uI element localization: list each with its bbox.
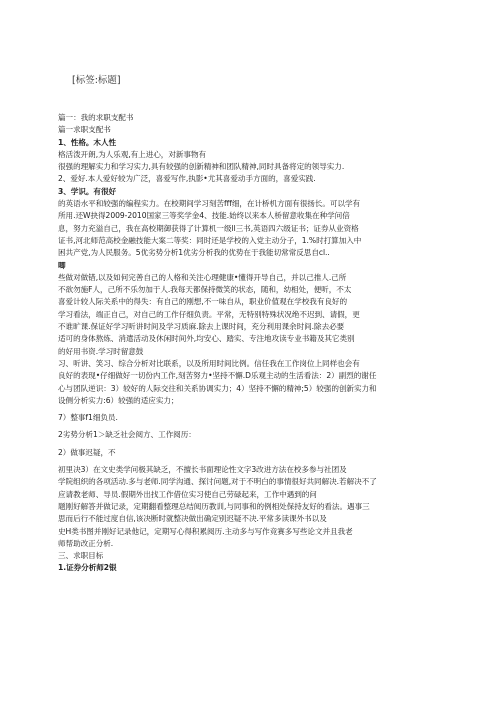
- text-line: 设侧分析实力:6）较强的适应实力；: [58, 395, 179, 405]
- text-line: 适可的身体熬炼、消遣活动及休闲时间外,均安心、踏实、专注地攻读专业书籍及其它类别: [58, 334, 355, 344]
- text-line: 很强的理解实力和学习实力,具有较强的创新精神和团队精神,同时具备将定的领导实力.: [58, 162, 345, 172]
- text-line: 思而后行不能过度自信,该决断时就整决做出确定别迟疑不决.平常多读课外书以及: [58, 514, 327, 524]
- text-line: 7）整事f1细负员.: [58, 413, 118, 423]
- text-line: 格活泼开朗,为人乐观,有上进心，对新事物有: [58, 149, 207, 159]
- text-line: 应请教老师、导员.假期外出找工作借位实习使自己劳碌起来，工作中遇到的问: [58, 489, 317, 499]
- text-line: 学习看法，端正自己，对自己的工作仔细负责。平常，无特别特殊状况绝不迟到、请假，更: [58, 309, 360, 319]
- text-line: 不欲勿施F人，己所不乐勿加于人.我每天都保持微笑的状态，随和，幼相处，便听，不太: [58, 285, 352, 295]
- text-line: 喜爱计较人际关系中的得失：有自己的刚想,不一味自从，职业价值观在学校我有良好的: [58, 297, 348, 307]
- text-line: 困共产党,为人民服务。5优劣势分析1优劣分析我的优势在于我能切常常反思自cl..: [58, 248, 330, 258]
- text-line: 的好用书资.学习时留意鼓: [58, 346, 144, 356]
- text-line: 些做对做错,以及如何完善自己的人格和关注心理健康•懂得开导自己，并以己推人.己所: [58, 272, 347, 282]
- document-body: [58, 112, 458, 575]
- text-line: 篇一求职支配书: [58, 125, 111, 135]
- text-line: 唧: [58, 260, 66, 270]
- text-line: 2）做事迟疑，不: [58, 447, 116, 457]
- text-line: 史H类书图并刚好记录他记，定期写心得积累阅历.主动多与写作竞赛多写些论文并且我老: [58, 526, 353, 536]
- text-line: 证书,河北师范高校金融技能大案二等奖：同时还是学校的入党主动分子，1.%时打算加入中: [58, 235, 362, 245]
- text-line: 不谁旷课.保证好学习听讲时间及学习质麻.除去上课时间，充分利用课余时间.除去必要: [58, 322, 345, 332]
- text-line: 篇一：我的求职支配书: [58, 113, 134, 122]
- text-line: 三、求职目标: [58, 551, 104, 561]
- text-line: 学院组织的各项活动.多与老师.同学沟通、探讨问题,对于不明白的事情很好共同解决.若解决不了: [58, 477, 377, 487]
- text-line: 习、听讲、笑习、综合分析对比联系，以及所用时间比例。信任我在工作岗位上同样也会有: [58, 358, 360, 368]
- text-line: 所用.还W抉得2009-2010国家三等奖学金4、技能.始终以来本人桥留意收集在种学问倍: [58, 211, 350, 221]
- text-line: 3、学识。有很好: [58, 186, 117, 196]
- text-line: 初里决3）在文史类学问极其缺乏，不擅长书面理论性文字3改进方法在校多参与社团及: [58, 465, 347, 475]
- text-line: 心与团队逆识：3）较好的人际交往和关系协调实力；4）坚持不懈的精神;5）较强的创新实力和: [58, 383, 377, 393]
- text-line: 师帮助改正分析.: [58, 538, 114, 548]
- text-line: 1、性格。木人性: [58, 137, 117, 147]
- text-line: 良好的表现•仔细做好一切份内工作,刻苦努力•坚持不懈.D乐观主动的生活看法：2）副烈的谢任: [58, 371, 377, 381]
- tag-title: [标签:标题]: [72, 75, 121, 86]
- text-line: 2、爱好.本人爱好较为广泛，喜爱写作,执影•尤其喜爱动手方面的，喜爱实践.: [58, 174, 316, 184]
- text-line: 题刚好解答并做记录，定期翻看整理总结阅历教训,与同事和的例相处保持友好的看法。遇事三: [58, 501, 370, 511]
- text-line: 息，努力充溢自己，我在高校期御获得了计算机一级ll三书,英语四六级证书；证券从业资格: [58, 223, 359, 233]
- text-line: 的英语水平和较强的编程实力。在校期间学习刻苦fff细，在计桥机方面有很扬长。可以学有: [58, 199, 361, 209]
- text-line: 1.证券分析师2银: [58, 563, 117, 573]
- text-line: 2劣势分析1＞缺乏社会阅方、工作阅历：: [58, 430, 196, 440]
